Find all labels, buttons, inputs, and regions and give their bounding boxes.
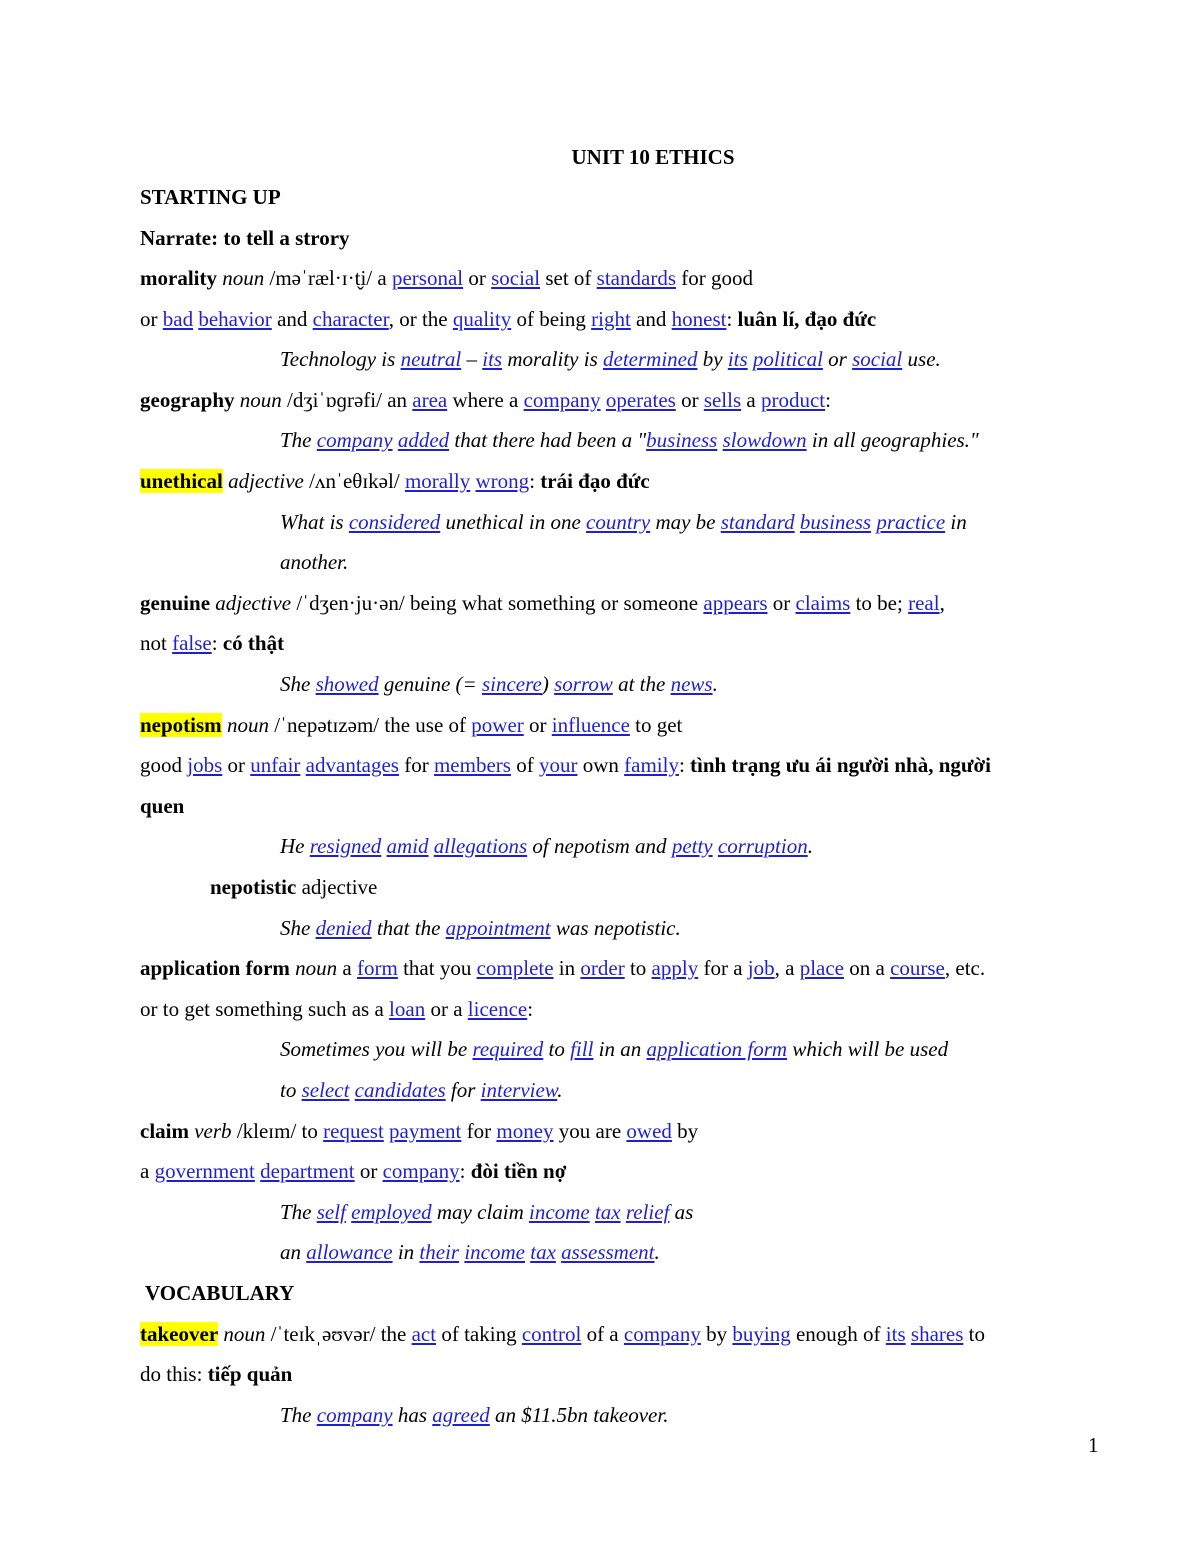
dictionary-link[interactable]: candidates (354, 1078, 446, 1102)
dictionary-link[interactable]: act (411, 1322, 437, 1346)
dictionary-link[interactable]: personal (391, 266, 464, 290)
text-fragment: : (529, 469, 541, 493)
dictionary-link[interactable]: allegations (433, 834, 528, 858)
part-of-speech: noun (223, 1322, 266, 1346)
part-of-speech: adjective (228, 469, 304, 493)
dictionary-link[interactable]: news (670, 672, 713, 696)
text-fragment: in (945, 510, 967, 534)
text-fragment: or (523, 713, 552, 737)
dictionary-link[interactable]: petty (671, 834, 713, 858)
example-sentence (280, 1199, 693, 1225)
text-fragment: an (280, 1240, 307, 1264)
dictionary-link[interactable]: relief (625, 1200, 670, 1224)
dictionary-link[interactable]: agreed (432, 1403, 490, 1427)
dictionary-link[interactable]: sorrow (554, 672, 613, 696)
dictionary-link[interactable]: company (623, 1322, 701, 1346)
highlighted-term: unethical (140, 469, 223, 493)
text-fragment: not (140, 631, 173, 655)
text-fragment: , etc. (944, 956, 986, 980)
text-fragment: Technology is (280, 347, 401, 371)
example-sentence (280, 427, 979, 453)
text-fragment: an $11.5bn takeover. (489, 1403, 669, 1427)
text-fragment: The (280, 1403, 317, 1427)
dictionary-link[interactable]: advantages (305, 753, 399, 777)
bold-term: genuine (140, 591, 211, 615)
text-fragment: was nepotistic. (550, 916, 681, 940)
text-fragment: to (280, 1078, 302, 1102)
dictionary-link[interactable]: control (521, 1322, 582, 1346)
dictionary-link[interactable]: complete (476, 956, 554, 980)
dictionary-link[interactable]: false (172, 631, 212, 655)
text-fragment: on a (843, 956, 891, 980)
text-fragment: to (963, 1322, 985, 1346)
text-fragment: He (280, 834, 310, 858)
bold-term: geography (140, 388, 235, 412)
dictionary-link[interactable]: company (382, 1159, 460, 1183)
dictionary-link[interactable]: amid (386, 834, 429, 858)
dictionary-link[interactable]: practice (876, 510, 946, 534)
text-fragment: . (654, 1240, 660, 1264)
bold-term: trái đạo đức (540, 469, 650, 493)
definition-line (140, 793, 184, 819)
bold-term: claim (140, 1119, 189, 1143)
text-fragment: enough of (790, 1322, 886, 1346)
text-fragment: /kleɪm/ to (231, 1119, 324, 1143)
text-fragment: in an (593, 1037, 647, 1061)
dictionary-link[interactable]: form (357, 956, 398, 980)
dictionary-link[interactable]: wrong (475, 469, 530, 493)
dictionary-link[interactable]: bad (162, 307, 194, 331)
text-fragment: you are (553, 1119, 627, 1143)
dictionary-link[interactable]: quality (452, 307, 512, 331)
text-fragment: in all geographies." (806, 428, 979, 452)
dictionary-link[interactable]: political (752, 347, 823, 371)
text-fragment: in (392, 1240, 420, 1264)
definition-line (140, 1321, 985, 1347)
dictionary-link[interactable]: right (591, 307, 631, 331)
dictionary-link[interactable]: place (799, 956, 844, 980)
text-fragment: . (807, 834, 813, 858)
dictionary-link[interactable]: assessment (561, 1240, 655, 1264)
dictionary-link[interactable]: country (586, 510, 651, 534)
text-fragment: /ˈnepətɪzəm/ the use of (268, 713, 472, 737)
dictionary-link[interactable]: request (323, 1119, 384, 1143)
text-fragment: The (280, 1200, 317, 1224)
bold-term: morality (140, 266, 217, 290)
definition-line (140, 1118, 698, 1144)
text-fragment: of being (511, 307, 592, 331)
text-fragment: morality is (502, 347, 603, 371)
bold-term: luân lí, đạo đức (737, 307, 877, 331)
dictionary-link[interactable]: considered (348, 510, 441, 534)
text-fragment: that the (371, 916, 446, 940)
definition-line (140, 468, 650, 494)
text-fragment: or (822, 347, 853, 371)
dictionary-link[interactable]: select (301, 1078, 350, 1102)
dictionary-link[interactable]: owed (626, 1119, 672, 1143)
dictionary-link[interactable]: appears (703, 591, 768, 615)
text-fragment: or (222, 753, 251, 777)
dictionary-link[interactable]: area (412, 388, 448, 412)
dictionary-link[interactable]: licence (467, 997, 528, 1021)
dictionary-link[interactable]: apply (651, 956, 699, 980)
text-fragment: : (825, 388, 831, 412)
highlighted-term: nepotism (140, 713, 222, 737)
text-fragment: to (543, 1037, 571, 1061)
definition-line (140, 590, 945, 616)
text-fragment: She (280, 916, 316, 940)
section-heading-starting-up: STARTING UP (140, 185, 281, 209)
text-fragment: : (678, 753, 691, 777)
dictionary-link[interactable]: character (312, 307, 389, 331)
dictionary-link[interactable]: influence (551, 713, 630, 737)
text-fragment: Sometimes you will be (280, 1037, 473, 1061)
text-fragment: good (140, 753, 188, 777)
dictionary-link[interactable]: family (624, 753, 679, 777)
text-fragment: for good (676, 266, 753, 290)
dictionary-link[interactable]: your (538, 753, 578, 777)
dictionary-link[interactable]: government (154, 1159, 255, 1183)
text-fragment: – (461, 347, 483, 371)
text-fragment: a (140, 1159, 155, 1183)
dictionary-link[interactable]: honest (671, 307, 727, 331)
page-number: 1 (1088, 1433, 1099, 1457)
highlighted-term: takeover (140, 1322, 219, 1346)
part-of-speech: noun (226, 713, 269, 737)
dictionary-link[interactable]: determined (603, 347, 698, 371)
example-sentence (280, 671, 718, 697)
text-fragment: a (741, 388, 761, 412)
dictionary-link[interactable]: allowance (306, 1240, 393, 1264)
text-fragment: : (459, 1159, 471, 1183)
part-of-speech: noun (239, 388, 282, 412)
page-title: UNIT 10 ETHICS (571, 145, 735, 169)
definition-line (140, 265, 753, 291)
text-fragment: another. (280, 550, 349, 574)
dictionary-link[interactable]: members (433, 753, 511, 777)
bold-term: quen (140, 794, 185, 818)
dictionary-link[interactable]: real (908, 591, 940, 615)
bold-term: có thật (222, 631, 285, 655)
text-fragment: or (675, 388, 704, 412)
text-fragment: or (463, 266, 492, 290)
text-fragment: unethical in one (440, 510, 587, 534)
text-fragment: ) (541, 672, 555, 696)
text-fragment: and (630, 307, 672, 331)
text-fragment: use. (902, 347, 941, 371)
text-fragment: to be; (850, 591, 909, 615)
definition-line (140, 387, 831, 413)
dictionary-link[interactable]: money (496, 1119, 554, 1143)
dictionary-link[interactable]: interview (480, 1078, 558, 1102)
text-fragment: genuine (= (378, 672, 482, 696)
text-fragment: , (939, 591, 945, 615)
text-fragment: /ˈteɪkˌəʊvər/ the (265, 1322, 412, 1346)
text-fragment: , a (774, 956, 800, 980)
dictionary-link[interactable]: self (316, 1200, 346, 1224)
text-fragment: has (392, 1403, 433, 1427)
text-fragment: of a (581, 1322, 624, 1346)
text-fragment: a (337, 956, 357, 980)
dictionary-link[interactable]: its (885, 1322, 906, 1346)
text-fragment: to (624, 956, 652, 980)
text-fragment: /ˈdʒen·ju·ən/ being what something or someone (291, 591, 704, 615)
text-fragment: or (354, 1159, 383, 1183)
text-fragment: that you (397, 956, 477, 980)
text-fragment: of nepotism and (527, 834, 672, 858)
dictionary-link[interactable]: company (316, 428, 393, 452)
definition-line (140, 996, 533, 1022)
dictionary-link[interactable]: standards (596, 266, 676, 290)
dictionary-link[interactable]: behavior (198, 307, 272, 331)
text-fragment: of (510, 753, 539, 777)
dictionary-link[interactable]: department (260, 1159, 355, 1183)
example-sentence (280, 509, 967, 535)
text-fragment: /ʌnˈeθɪkəl/ (303, 469, 405, 493)
dictionary-link[interactable]: standard (720, 510, 795, 534)
example-sentence (280, 1239, 660, 1265)
dictionary-link[interactable]: corruption (717, 834, 808, 858)
part-of-speech: noun (295, 956, 338, 980)
dictionary-link[interactable]: resigned (309, 834, 382, 858)
text-fragment: as (669, 1200, 694, 1224)
part-of-speech: adjective (215, 591, 292, 615)
dictionary-link[interactable]: fill (570, 1037, 594, 1061)
text-fragment: for a (698, 956, 748, 980)
dictionary-link[interactable]: sincere (481, 672, 542, 696)
text-fragment: where a (447, 388, 524, 412)
text-fragment: or a (425, 997, 468, 1021)
text-fragment: at the (612, 672, 671, 696)
dictionary-link[interactable]: power (471, 713, 524, 737)
dictionary-link[interactable]: jobs (187, 753, 223, 777)
dictionary-link[interactable]: product (760, 388, 826, 412)
text-fragment: do this: (140, 1362, 208, 1386)
text-fragment: for (398, 753, 434, 777)
dictionary-link[interactable]: order (580, 956, 625, 980)
example-sentence (280, 1036, 948, 1062)
text-fragment: by (700, 1322, 733, 1346)
dictionary-link[interactable]: company (316, 1403, 393, 1427)
dictionary-link[interactable]: its (727, 347, 748, 371)
text-fragment: for (461, 1119, 497, 1143)
bold-term: tiếp quản (207, 1362, 293, 1386)
part-of-speech: noun (222, 266, 265, 290)
dictionary-link[interactable]: course (890, 956, 945, 980)
dictionary-link[interactable]: business (799, 510, 872, 534)
dictionary-link[interactable]: application form (646, 1037, 788, 1061)
dictionary-link[interactable]: payment (389, 1119, 462, 1143)
definition-line (140, 1158, 566, 1184)
text-fragment: or (140, 307, 163, 331)
example-sentence (280, 1402, 668, 1428)
dictionary-link[interactable]: company (523, 388, 601, 412)
example-sentence (280, 915, 681, 941)
dictionary-link[interactable]: slowdown (722, 428, 807, 452)
dictionary-link[interactable]: operates (605, 388, 676, 412)
dictionary-link[interactable]: unfair (250, 753, 301, 777)
text-fragment: in (553, 956, 581, 980)
text-fragment: by (671, 1119, 699, 1143)
dictionary-link[interactable]: added (397, 428, 450, 452)
dictionary-link[interactable]: showed (315, 672, 379, 696)
text-fragment: adjective (296, 875, 378, 899)
text-fragment: own (577, 753, 625, 777)
text-fragment: by (697, 347, 728, 371)
example-sentence (280, 549, 348, 575)
dictionary-link[interactable]: shares (910, 1322, 964, 1346)
text-fragment: . (557, 1078, 563, 1102)
text-fragment: /məˈræl·ɪ·t̬i/ a (264, 266, 392, 290)
definition-line (140, 712, 682, 738)
dictionary-link[interactable]: tax (594, 1200, 621, 1224)
example-sentence (280, 833, 813, 859)
text-fragment: : (527, 997, 534, 1021)
dictionary-link[interactable]: denied (315, 916, 372, 940)
text-fragment: The (280, 428, 317, 452)
dictionary-link[interactable]: neutral (400, 347, 462, 371)
text-fragment: : (211, 631, 223, 655)
definition-line (140, 955, 985, 981)
dictionary-link[interactable]: job (747, 956, 775, 980)
dictionary-link[interactable]: social (491, 266, 541, 290)
text-fragment: What is (280, 510, 349, 534)
text-fragment: or to get something such as a (140, 997, 390, 1021)
text-fragment: and (271, 307, 313, 331)
text-fragment: that there had been a " (449, 428, 647, 452)
text-fragment: She (280, 672, 316, 696)
definition-line (140, 306, 876, 332)
bold-term: nepotistic (210, 875, 297, 899)
definition-line (140, 1361, 292, 1387)
definition-line (210, 874, 377, 900)
text-fragment: . (712, 672, 718, 696)
dictionary-link[interactable]: loan (389, 997, 426, 1021)
example-sentence (280, 1077, 563, 1103)
bold-term: tình trạng ưu ái người nhà, người (690, 753, 991, 777)
dictionary-link[interactable]: its (482, 347, 503, 371)
bold-term: đòi tiền nợ (470, 1159, 567, 1183)
text-fragment: , or the (388, 307, 453, 331)
example-sentence (280, 346, 941, 372)
dictionary-link[interactable]: employed (351, 1200, 432, 1224)
dictionary-link[interactable]: required (472, 1037, 544, 1061)
dictionary-link[interactable]: buying (732, 1322, 791, 1346)
text-fragment: /dʒiˈɒɡrəfi/ an (281, 388, 413, 412)
dictionary-link[interactable]: tax (530, 1240, 556, 1264)
narrate-definition: Narrate: to tell a strory (140, 226, 350, 250)
dictionary-link[interactable]: their (419, 1240, 460, 1264)
text-fragment: which will be used (787, 1037, 949, 1061)
text-fragment: set of (540, 266, 597, 290)
text-fragment: for (445, 1078, 481, 1102)
definition-line (140, 752, 991, 778)
section-heading-vocabulary: VOCABULARY (145, 1281, 295, 1305)
dictionary-link[interactable]: appointment (445, 916, 551, 940)
dictionary-link[interactable]: business (646, 428, 718, 452)
bold-term: application form (140, 956, 290, 980)
dictionary-link[interactable]: claims (795, 591, 851, 615)
dictionary-link[interactable]: morally (404, 469, 471, 493)
dictionary-link[interactable]: income (529, 1200, 590, 1224)
text-fragment: of taking (436, 1322, 522, 1346)
text-fragment: or (767, 591, 796, 615)
part-of-speech: verb (194, 1119, 232, 1143)
text-fragment: may be (650, 510, 721, 534)
text-fragment: to get (629, 713, 683, 737)
text-fragment: may claim (431, 1200, 530, 1224)
definition-line (140, 630, 284, 656)
text-fragment: : (726, 307, 738, 331)
dictionary-link[interactable]: sells (703, 388, 742, 412)
dictionary-link[interactable]: social (852, 347, 903, 371)
dictionary-link[interactable]: income (464, 1240, 525, 1264)
